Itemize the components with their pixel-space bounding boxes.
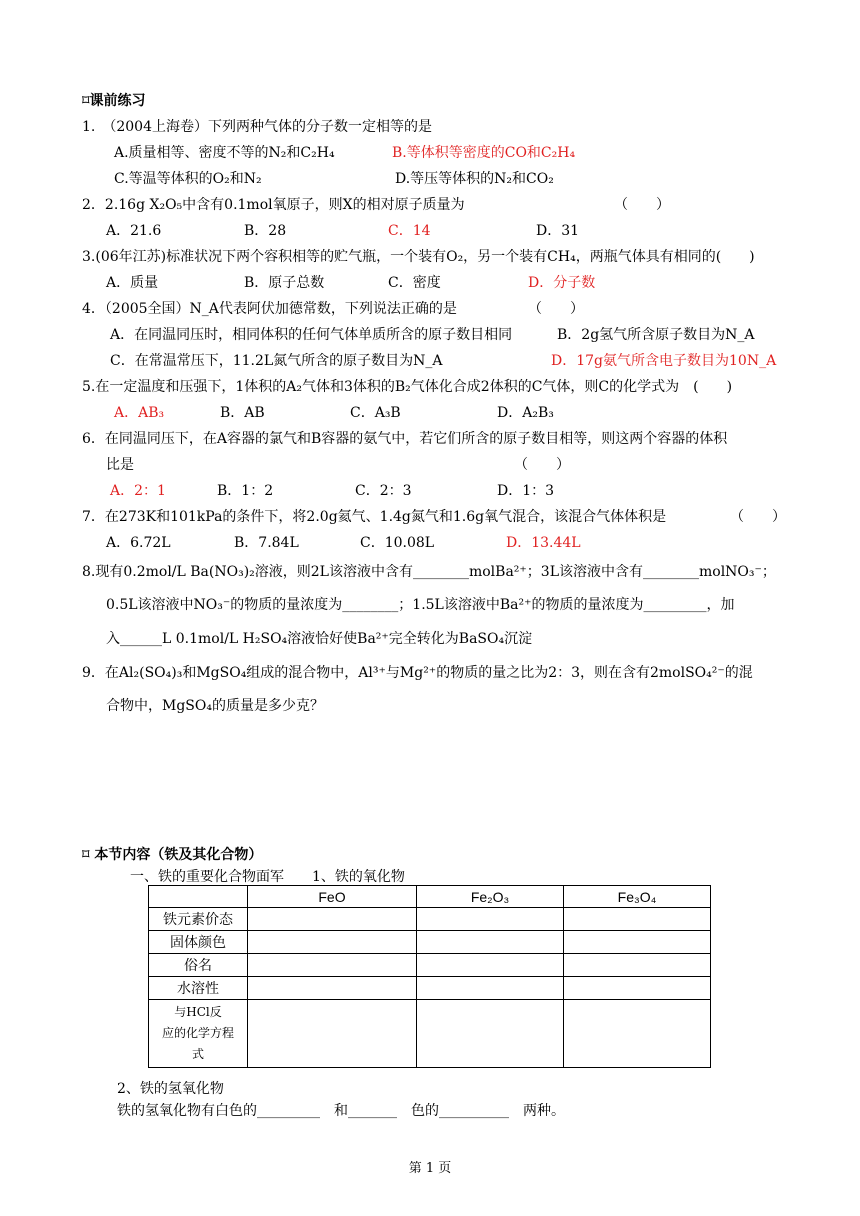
table-header-blank <box>149 886 248 908</box>
q2-option-a: A．21.6 <box>106 223 162 239</box>
table-row <box>149 908 711 931</box>
q5-option-c: C．A₃B <box>350 405 401 421</box>
q1-option-c: C.等温等体积的O₂和N₂ <box>114 171 262 187</box>
q5-stem: 5.在一定温度和压强下，1体积的A₂气体和3体积的B₂气体化合成2体积的C气体，则C的化学式为 ( ) <box>82 379 733 395</box>
q7-answer-paren: （ ） <box>730 509 786 525</box>
hydroxide-fill-blank: 铁的氢氧化物有白色的_________ 和_______ 色的__________ 两种。 <box>117 1103 565 1119</box>
q4-option-d: D．17g氨气所含电子数目为10N_A <box>551 353 777 369</box>
q2-option-c: C．14 <box>388 223 431 239</box>
iron-oxide-table <box>148 885 711 1068</box>
q1-option-a: A.质量相等、密度不等的N₂和C₂H₄ <box>114 145 335 161</box>
subheading-iron-hydroxides: 2、铁的氢氧化物 <box>117 1081 224 1097</box>
q2-stem: 2．2.16g X₂O₅中含有0.1mol氧原子，则X的相对原子质量为 <box>82 197 465 213</box>
q3-option-c: C．密度 <box>388 275 441 291</box>
q9-line2: 合物中，MgSO₄的质量是多少克？ <box>106 698 324 714</box>
table-row <box>149 977 711 1000</box>
q1-option-b: B.等体积等密度的CO和C₂H₄ <box>392 145 576 161</box>
q8-line3: 入______L 0.1mol/L H₂SO₄溶液恰好使Ba²⁺完全转化为BaSO₄沉淀 <box>106 631 533 647</box>
q6-stem-cont: 比是 <box>106 457 134 473</box>
table-row <box>149 954 711 977</box>
table-header-fe2o3: Fe₂O₃ <box>417 886 564 908</box>
q3-stem: 3.(06年江苏)标准状况下两个容积相等的贮气瓶，一个装有O₂，另一个装有CH₄，两瓶气体具有相同的( ) <box>82 249 755 265</box>
q6-option-c: C．2：3 <box>355 483 412 499</box>
table-header-fe3o4: Fe₃O₄ <box>564 886 711 908</box>
q7-option-d: D．13.44L <box>506 535 581 551</box>
q6-stem: 6．在同温同压下，在A容器的氯气和B容器的氨气中，若它们所含的原子数目相等，则这两个容器的体积 <box>82 431 728 447</box>
q3-option-a: A．质量 <box>106 275 159 291</box>
q6-option-d: D．1：3 <box>497 483 555 499</box>
section-title-content: ⌑ 本节内容（铁及其化合物） <box>82 847 263 863</box>
q5-option-b: B．AB <box>220 405 265 421</box>
table-row <box>149 1000 711 1068</box>
q8-line1: 8.现有0.2mol/L Ba(NO₃)₂溶液，则2L该溶液中含有________molBa²⁺；3L该溶液中含有________molNO₃⁻； <box>82 564 776 580</box>
section-title-preclass: ⌑课前练习 <box>82 93 146 109</box>
row-label-valence: 铁元素价态 <box>149 908 248 931</box>
q1-option-d: D.等压等体积的N₂和CO₂ <box>395 171 554 187</box>
table-header-feo: FeO <box>248 886 417 908</box>
q3-option-b: B．原子总数 <box>244 275 325 291</box>
table-row <box>149 931 711 954</box>
q4-stem: 4．（2005全国）N_A代表阿伏加德常数，下列说法正确的是 <box>82 301 457 317</box>
q5-option-d: D．A₂B₃ <box>497 405 554 421</box>
q6-option-a: A．2：1 <box>110 483 166 499</box>
row-label-color: 固体颜色 <box>149 931 248 954</box>
q9-line1: 9．在Al₂(SO₄)₃和MgSO₄组成的混合物中，Al³⁺与Mg²⁺的物质的量之比为2：3，则在含有2molSO₄²⁻的混 <box>82 665 753 681</box>
q8-line2: 0.5L该溶液中NO₃⁻的物质的量浓度为________；1.5L该溶液中Ba²⁺的物质的量浓度为_________，加 <box>106 597 735 613</box>
q4-option-b: B．2g氢气所含原子数目为N_A <box>557 327 755 343</box>
q1-stem: 1. （2004上海卷）下列两种气体的分子数一定相等的是 <box>82 119 432 135</box>
row-label-solubility: 水溶性 <box>149 977 248 1000</box>
q4-answer-paren: （ ） <box>528 301 584 317</box>
q7-stem: 7．在273K和101kPa的条件下，将2.0g氦气、1.4g氮气和1.6g氧气混合，该混合气体体积是 <box>82 509 667 525</box>
q2-option-b: B．28 <box>244 223 287 239</box>
q7-option-c: C．10.08L <box>360 535 435 551</box>
subheading-iron-oxides: 一、铁的重要化合物面军 1、铁的氧化物 <box>130 869 405 885</box>
q4-option-a: A．在同温同压时，相同体积的任何气体单质所含的原子数目相同 <box>110 327 513 343</box>
q2-option-d: D．31 <box>536 223 580 239</box>
q2-answer-paren: （ ） <box>614 197 670 213</box>
q7-option-b: B．7.84L <box>234 535 299 551</box>
page-number: 第 1 页 <box>408 1161 452 1176</box>
q7-option-a: A．6.72L <box>106 535 171 551</box>
row-label-common-name: 俗名 <box>149 954 248 977</box>
q5-option-a: A．AB₃ <box>114 405 165 421</box>
q6-answer-paren: （ ） <box>514 457 570 473</box>
q6-option-b: B．1：2 <box>217 483 274 499</box>
q4-option-c: C．在常温常压下，11.2L氮气所含的原子数目为N_A <box>110 353 443 369</box>
q3-option-d: D．分子数 <box>528 275 596 291</box>
row-label-hcl-reaction: 与HCl反 应的化学方程 式 <box>149 1000 248 1068</box>
